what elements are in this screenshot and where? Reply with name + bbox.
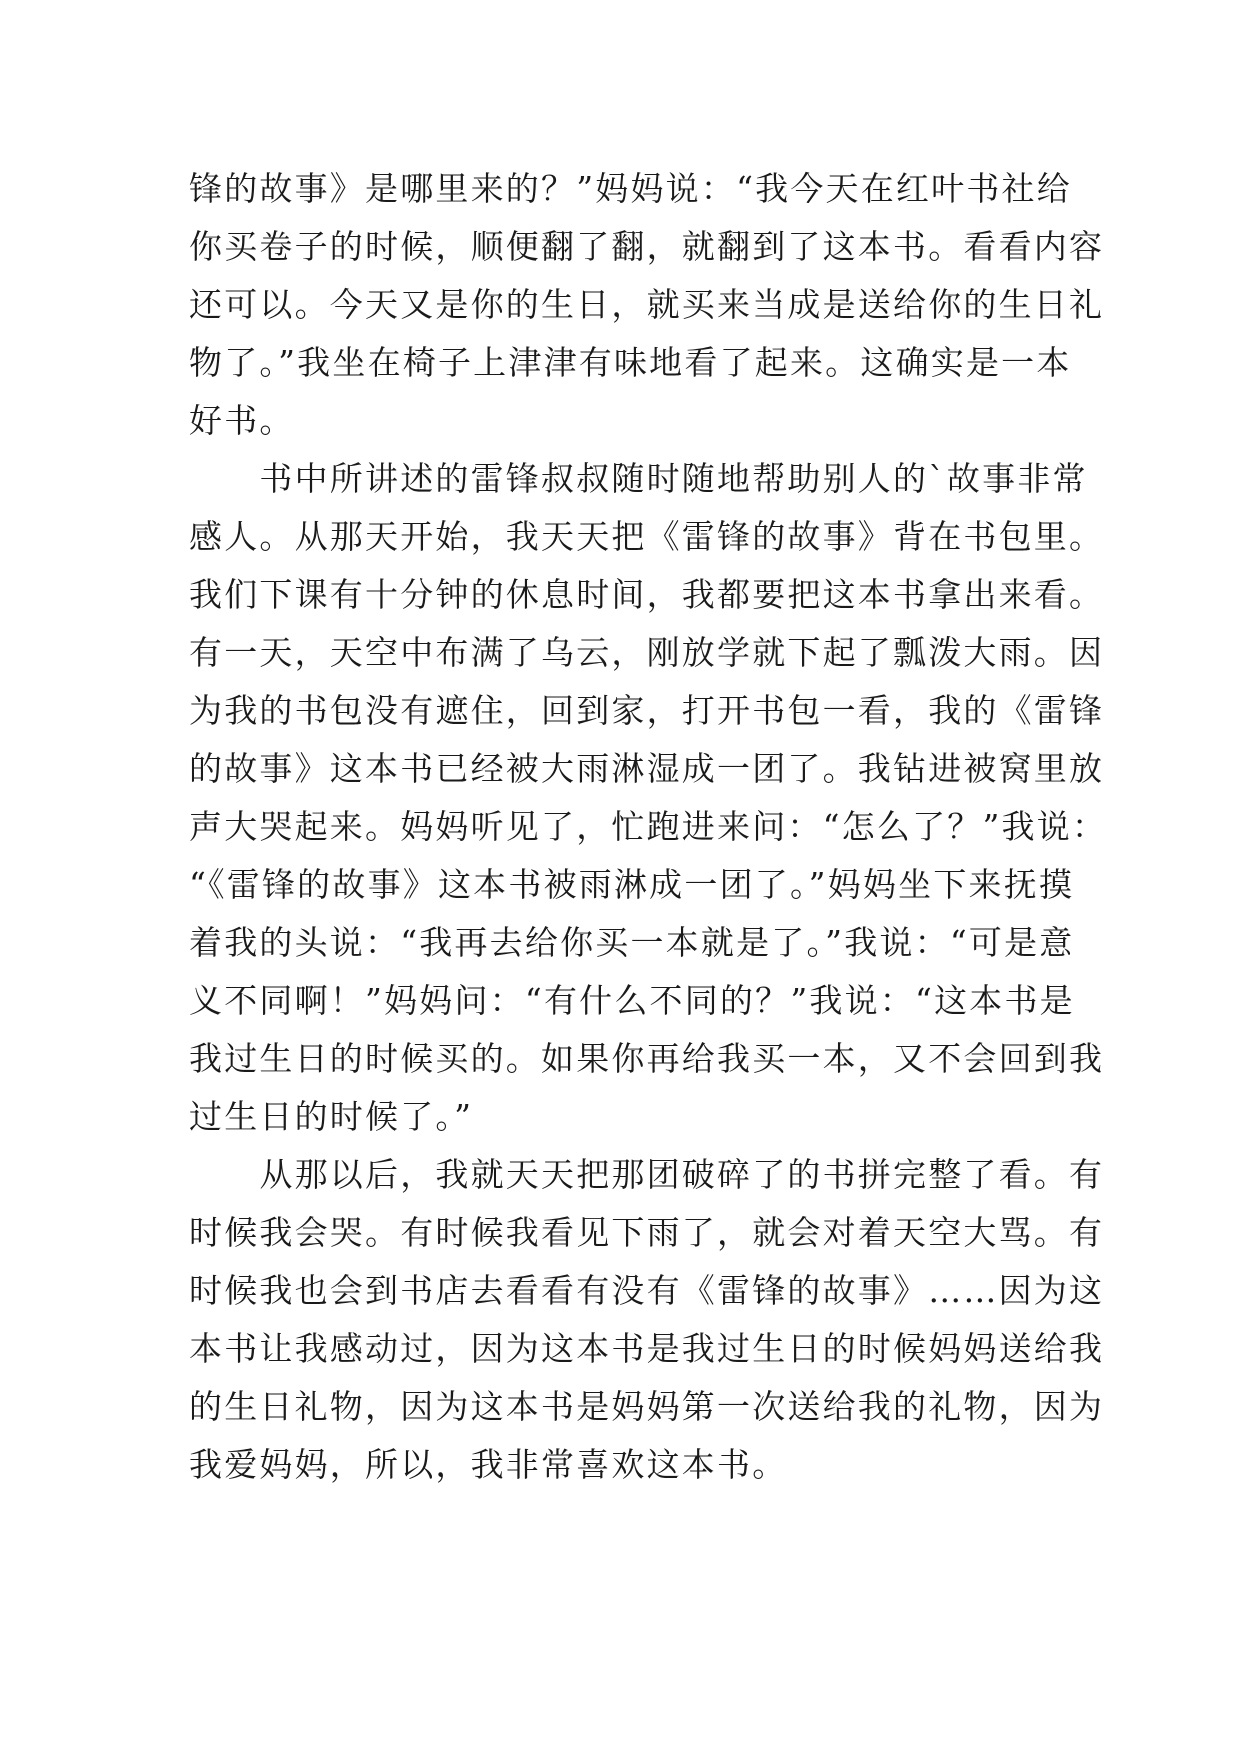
text-line: 着我的头说：“我再去给你买一本就是了。”我说：“可是意 — [189, 923, 1075, 962]
text-line: 还可以。今天又是你的生日，就买来当成是送给你的生日礼 — [189, 285, 1105, 324]
text-line: 有一天，天空中布满了乌云，刚放学就下起了瓢泼大雨。因 — [189, 633, 1105, 672]
text-line: 时候我会哭。有时候我看见下雨了，就会对着天空大骂。有 — [189, 1213, 1105, 1252]
text-line: 为我的书包没有遮住，回到家，打开书包一看，我的《雷锋 — [189, 691, 1105, 730]
text-line: 书中所讲述的雷锋叔叔随时随地帮助别人的`故事非常 — [189, 459, 1088, 498]
text-line: 我爱妈妈，所以，我非常喜欢这本书。 — [189, 1445, 788, 1484]
text-line: 从那以后，我就天天把那团破碎了的书拼完整了看。有 — [189, 1155, 1105, 1194]
text-line: 好书。 — [189, 401, 295, 440]
text-line: 义不同啊！”妈妈问：“有什么不同的？”我说：“这本书是 — [189, 981, 1075, 1020]
text-line: 时候我也会到书店去看看有没有《雷锋的故事》……因为这 — [189, 1271, 1105, 1310]
text-line: 声大哭起来。妈妈听见了，忙跑进来问：“怎么了？”我说： — [189, 807, 1108, 846]
text-line: 锋的故事》是哪里来的？”妈妈说：“我今天在红叶书社给 — [189, 169, 1072, 208]
text-line: 我们下课有十分钟的休息时间，我都要把这本书拿出来看。 — [189, 575, 1105, 614]
text-line: 感人。从那天开始，我天天把《雷锋的故事》背在书包里。 — [189, 517, 1105, 556]
text-line: 过生日的时候了。” — [189, 1097, 474, 1136]
text-line: 的生日礼物，因为这本书是妈妈第一次送给我的礼物，因为 — [189, 1387, 1105, 1426]
text-line: 你买卷子的时候，顺便翻了翻，就翻到了这本书。看看内容 — [189, 227, 1105, 266]
text-line: 物了。”我坐在椅子上津津有味地看了起来。这确实是一本 — [189, 343, 1072, 382]
text-line: 本书让我感动过，因为这本书是我过生日的时候妈妈送给我 — [189, 1329, 1105, 1368]
text-line: 的故事》这本书已经被大雨淋湿成一团了。我钻进被窝里放 — [189, 749, 1105, 788]
text-line: “《雷锋的故事》这本书被雨淋成一团了。”妈妈坐下来抚摸 — [189, 865, 1075, 904]
body-text — [189, 160, 1108, 1494]
text-line: 我过生日的时候买的。如果你再给我买一本，又不会回到我 — [189, 1039, 1105, 1078]
